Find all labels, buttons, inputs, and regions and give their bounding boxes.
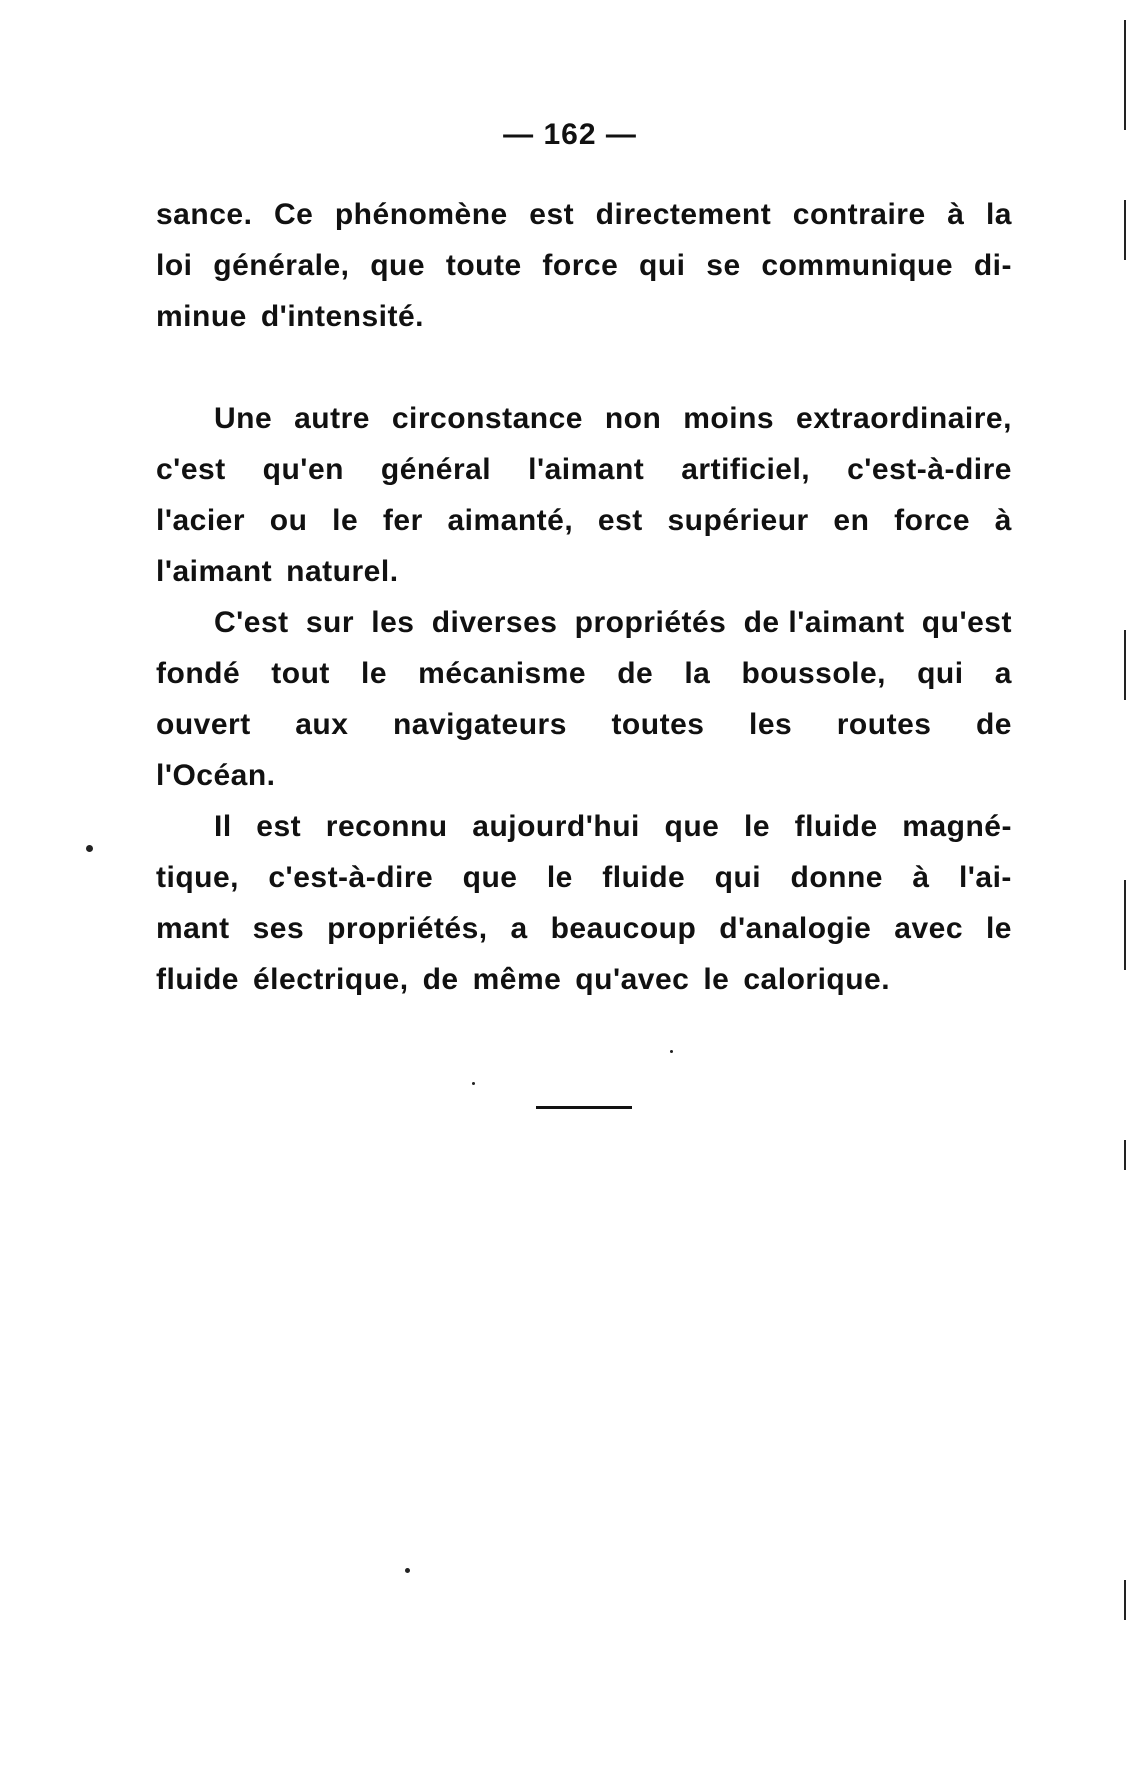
text-line <box>156 648 1012 699</box>
word: tique, <box>156 861 239 894</box>
word: se <box>706 249 741 282</box>
word: artificiel, <box>681 453 811 486</box>
word: en <box>833 504 870 537</box>
word: à <box>947 198 965 231</box>
word: le <box>703 963 730 996</box>
word: routes <box>836 708 932 741</box>
word: a <box>510 912 528 945</box>
word: Il <box>214 810 232 843</box>
word: de <box>975 708 1012 741</box>
word: le <box>743 810 771 843</box>
scan-edge-mark <box>1124 200 1126 260</box>
word: directement <box>595 198 772 231</box>
word: non <box>604 402 662 435</box>
word: le <box>546 861 573 894</box>
word: la <box>684 657 711 690</box>
word: à <box>912 861 930 894</box>
text-line <box>156 903 1012 954</box>
word: calorique. <box>743 963 891 996</box>
word: donne <box>790 861 883 894</box>
text-line <box>156 393 1012 444</box>
word: diverses <box>431 606 558 639</box>
scan-speck <box>472 1082 475 1085</box>
scan-edge-mark <box>1124 1580 1126 1620</box>
word: toutes <box>611 708 705 741</box>
text-line <box>156 495 1012 546</box>
word: l'aimant <box>528 453 645 486</box>
word: fer <box>382 504 423 537</box>
word: est <box>597 504 643 537</box>
word: qui <box>639 249 686 282</box>
word: de <box>617 657 654 690</box>
word: qu'en <box>262 453 344 486</box>
text-line <box>156 954 1012 1005</box>
word: moins <box>683 402 775 435</box>
word: le <box>332 504 359 537</box>
paragraph-2 <box>156 393 1012 597</box>
word: mécanisme <box>418 657 587 690</box>
word: qui <box>714 861 762 894</box>
word: général <box>380 453 492 486</box>
word: de l'aimant <box>743 606 905 639</box>
paragraph-1 <box>156 189 1012 342</box>
text-line <box>156 699 1012 750</box>
word: électrique, <box>253 963 409 996</box>
word: de <box>422 963 459 996</box>
word: les <box>748 708 793 741</box>
word: ouvert <box>156 708 251 741</box>
word: aimanté, <box>447 504 574 537</box>
word: Ce <box>273 198 314 231</box>
word: propriétés <box>574 606 727 639</box>
word: qui <box>917 657 964 690</box>
word: beaucoup <box>550 912 697 945</box>
scan-speck <box>405 1568 410 1573</box>
section-end-rule <box>536 1106 632 1109</box>
paragraph-4 <box>156 801 1012 1005</box>
page-number: — 162 — <box>503 118 637 151</box>
word: sance. <box>156 198 253 231</box>
word: d'analogie <box>719 912 872 945</box>
word: avec <box>894 912 964 945</box>
scan-edge-mark <box>1124 880 1126 970</box>
word: extraordinaire, <box>796 402 1012 435</box>
text-line <box>156 444 1012 495</box>
text-line <box>156 801 1012 852</box>
word: C'est <box>214 606 289 639</box>
word: que <box>462 861 518 894</box>
paragraph-3 <box>156 597 1012 801</box>
word: c'est-à-dire <box>268 861 434 894</box>
text-line <box>156 291 1012 342</box>
word: que <box>664 810 720 843</box>
word: est <box>256 810 302 843</box>
word: phénomène <box>334 198 508 231</box>
word: navigateurs <box>392 708 567 741</box>
word: loi <box>156 249 193 282</box>
word: force <box>542 249 619 282</box>
text-line <box>156 597 1012 648</box>
word: qu'avec <box>575 963 690 996</box>
word: contraire <box>792 198 926 231</box>
word: à <box>994 504 1012 537</box>
word: l'aimant <box>156 555 273 588</box>
word: Une <box>214 402 273 435</box>
word: fondé <box>156 657 241 690</box>
word: ou <box>269 504 308 537</box>
scan-speck <box>670 1050 673 1053</box>
text-line <box>156 750 1012 801</box>
word: fluide <box>794 810 878 843</box>
word: autre <box>294 402 370 435</box>
word: même <box>472 963 562 996</box>
scan-edge-mark <box>1124 20 1126 130</box>
word: tout <box>271 657 330 690</box>
word: communique <box>761 249 954 282</box>
word: le <box>361 657 388 690</box>
word: force <box>894 504 971 537</box>
word: la <box>985 198 1012 231</box>
word: a <box>994 657 1012 690</box>
scan-edge-mark <box>1124 630 1126 700</box>
scan-edge-mark <box>1124 1140 1126 1170</box>
word: les <box>371 606 415 639</box>
word: générale, <box>213 249 350 282</box>
word: aux <box>295 708 349 741</box>
word: l'acier <box>156 504 246 537</box>
word: reconnu <box>325 810 448 843</box>
scan-speck <box>86 845 93 852</box>
text-line <box>156 240 1012 291</box>
word: supérieur <box>667 504 809 537</box>
word: circonstance <box>391 402 583 435</box>
word: ses <box>252 912 305 945</box>
word: c'est <box>156 453 226 486</box>
word: c'est-à-dire <box>847 453 1012 486</box>
word: fluide <box>602 861 686 894</box>
word: toute <box>445 249 522 282</box>
word: est <box>529 198 575 231</box>
word: minue <box>156 300 247 333</box>
word: mant <box>156 912 230 945</box>
text-line <box>156 189 1012 240</box>
word: que <box>370 249 426 282</box>
text-line <box>156 852 1012 903</box>
word: propriétés, <box>327 912 488 945</box>
word: naturel. <box>286 555 399 588</box>
word: boussole, <box>741 657 886 690</box>
word: d'intensité. <box>260 300 425 333</box>
text-line <box>156 546 1012 597</box>
word: aujourd'hui <box>472 810 640 843</box>
word: l'Océan. <box>156 759 276 792</box>
word: sur <box>305 606 355 639</box>
word: le <box>985 912 1012 945</box>
word: magné- <box>902 810 1012 843</box>
word: di- <box>973 249 1012 282</box>
word: fluide <box>156 963 239 996</box>
word: l'ai- <box>958 861 1012 894</box>
word: qu'est <box>921 606 1012 639</box>
